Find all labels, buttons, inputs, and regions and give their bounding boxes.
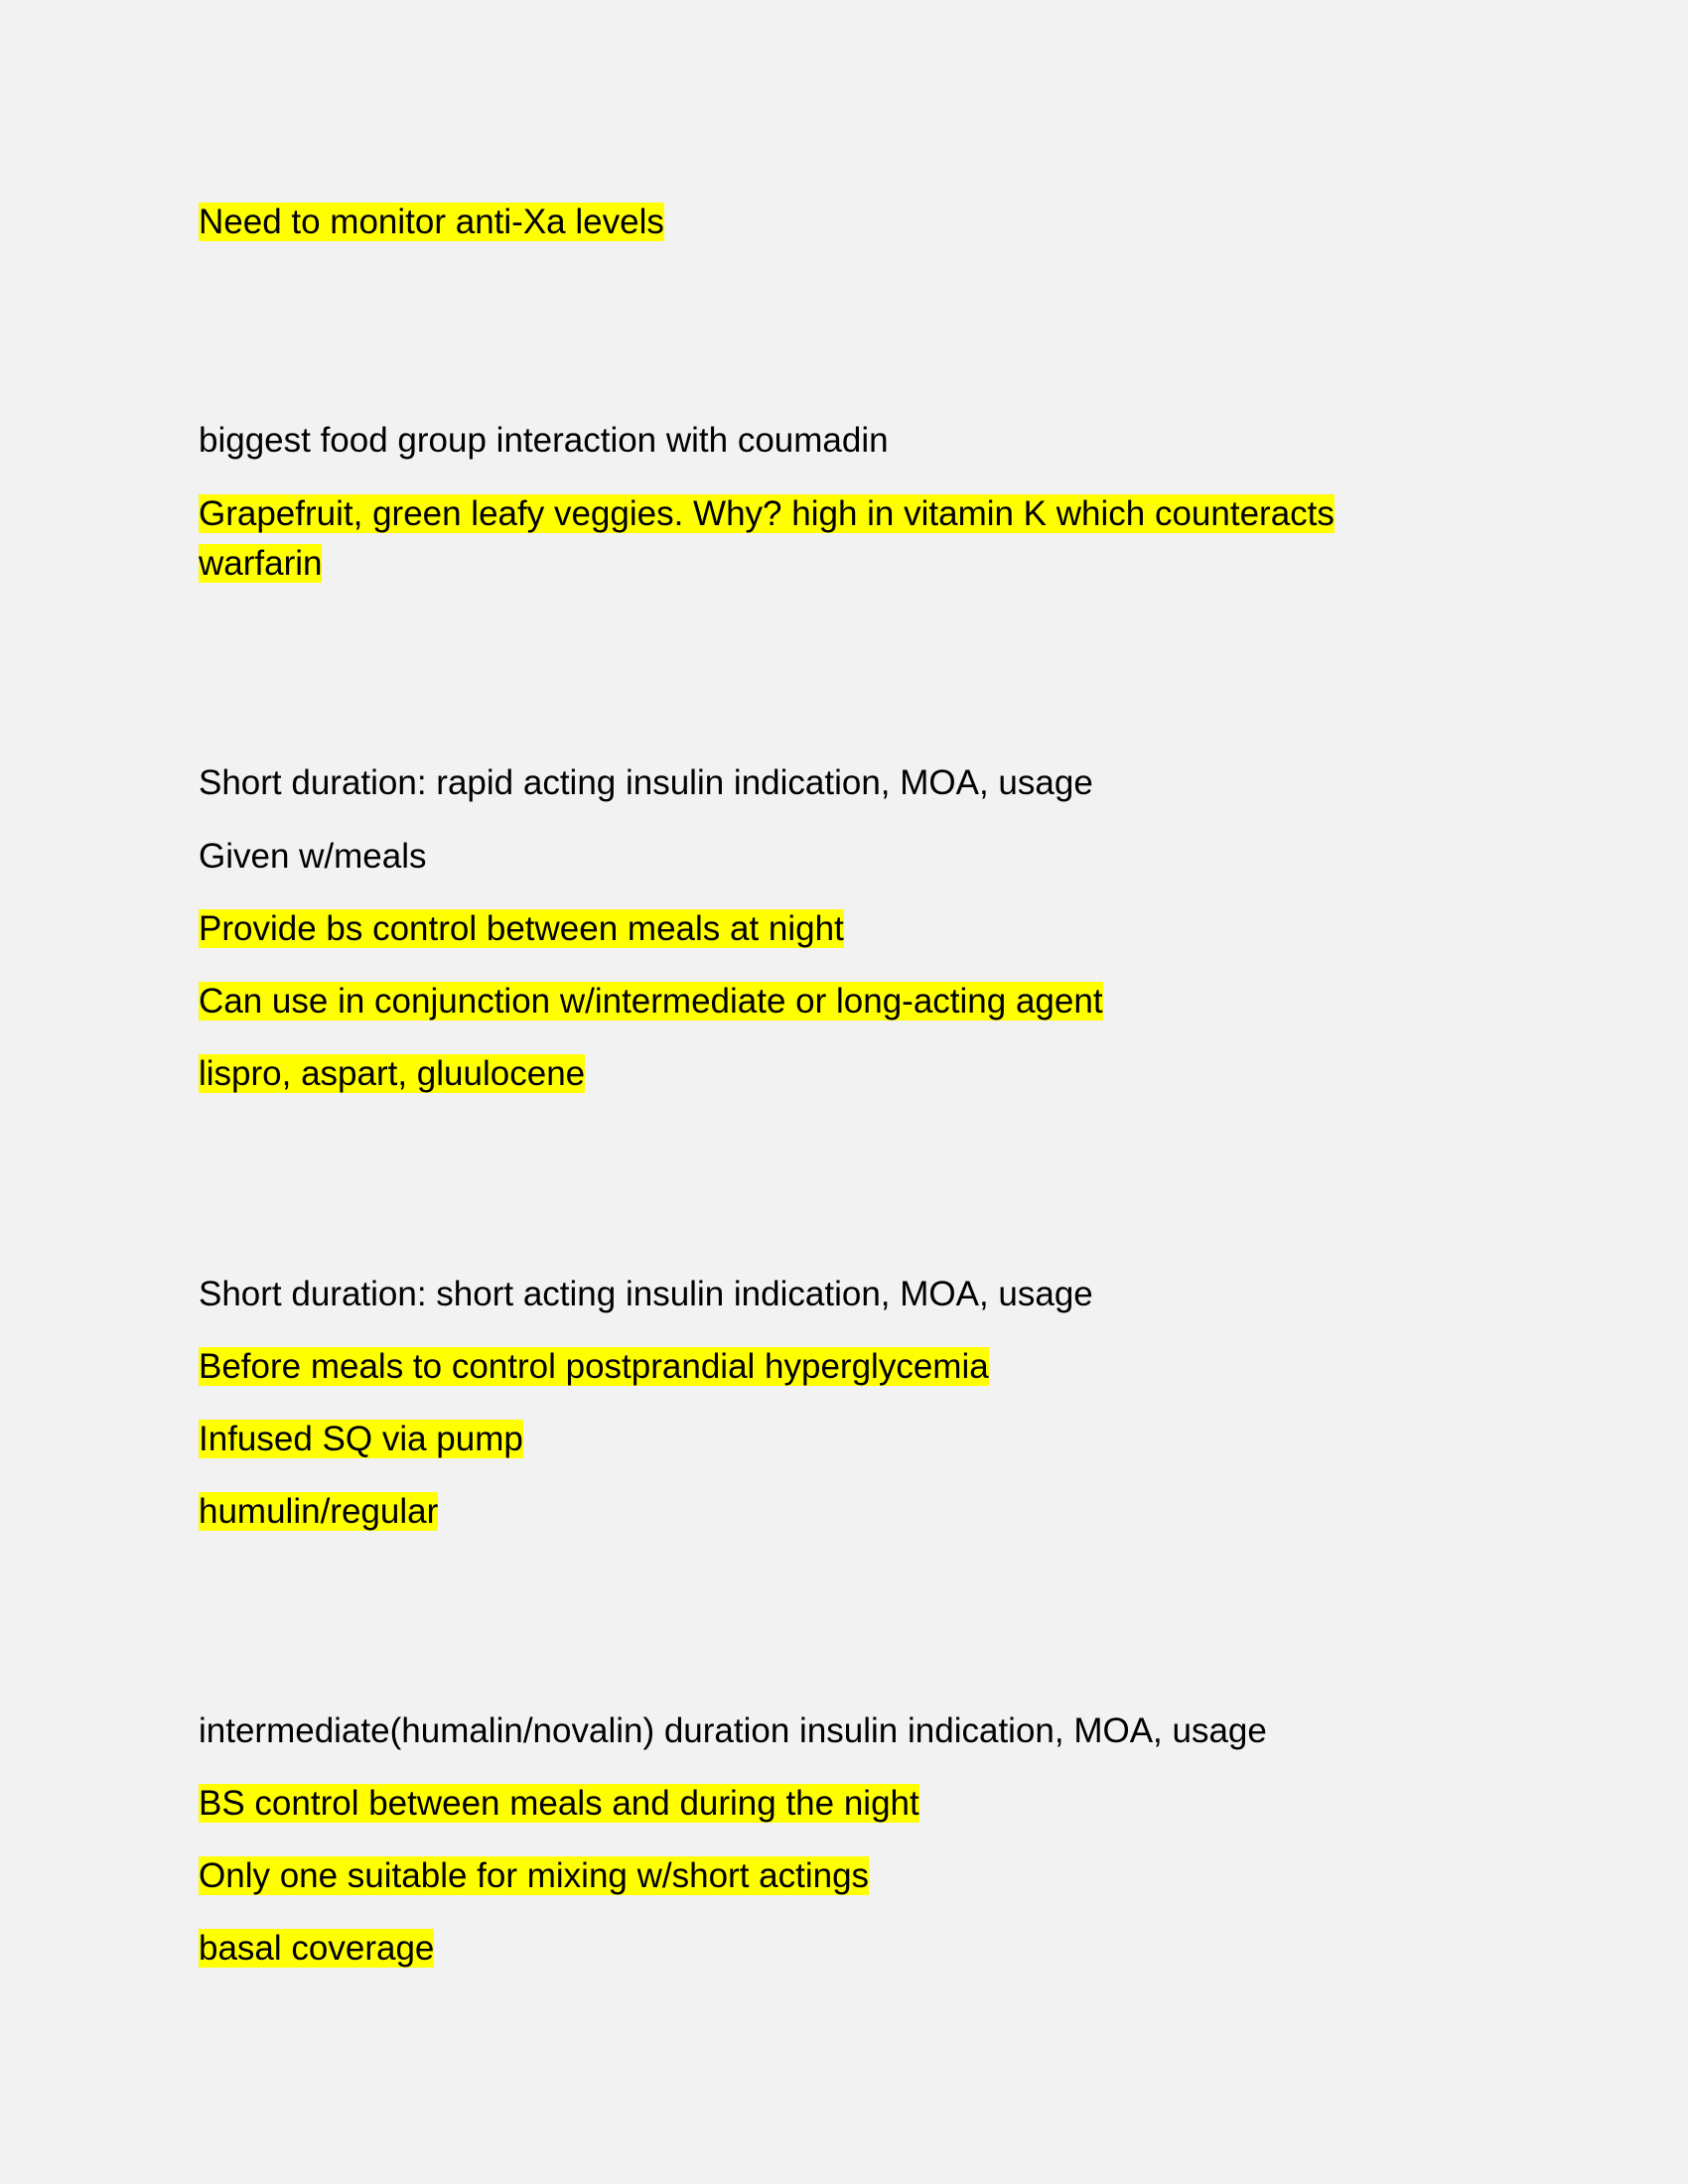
answer-line [199, 977, 1103, 1026]
question-line: intermediate(humalin/novalin) duration insulin indication, MOA, usage [199, 1711, 1267, 1750]
question-line: biggest food group interaction with coumadin [199, 421, 889, 460]
answer-line [199, 1342, 989, 1392]
highlighted-text: Provide bs control between meals at night [199, 909, 844, 948]
highlighted-text: BS control between meals and during the night [199, 1784, 919, 1823]
highlighted-text: Need to monitor anti-Xa levels [199, 203, 664, 241]
answer-line [199, 1851, 869, 1901]
answer-line [199, 198, 664, 247]
answer-line [199, 904, 844, 954]
answer-line [199, 1779, 919, 1829]
highlighted-text: Grapefruit, green leafy veggies. Why? high in vitamin K which counteracts warfarin [199, 494, 1335, 583]
answer-line [199, 1924, 434, 1974]
answer-line [199, 1049, 585, 1099]
question-line: Short duration: rapid acting insulin indication, MOA, usage [199, 763, 1093, 802]
answer-line [199, 1415, 523, 1464]
answer-line [199, 489, 1390, 589]
highlighted-text: Can use in conjunction w/intermediate or long-acting agent [199, 982, 1103, 1021]
question-line: Short duration: short acting insulin indication, MOA, usage [199, 1275, 1093, 1313]
highlighted-text: Infused SQ via pump [199, 1420, 523, 1458]
highlighted-text: Only one suitable for mixing w/short actings [199, 1856, 870, 1895]
plain-line: Given w/meals [199, 837, 427, 876]
answer-line [199, 1487, 438, 1537]
highlighted-text: Before meals to control postprandial hyperglycemia [199, 1347, 989, 1386]
highlighted-text: basal coverage [199, 1929, 435, 1968]
highlighted-text: lispro, aspart, gluulocene [199, 1054, 586, 1093]
highlighted-text: humulin/regular [199, 1492, 439, 1531]
